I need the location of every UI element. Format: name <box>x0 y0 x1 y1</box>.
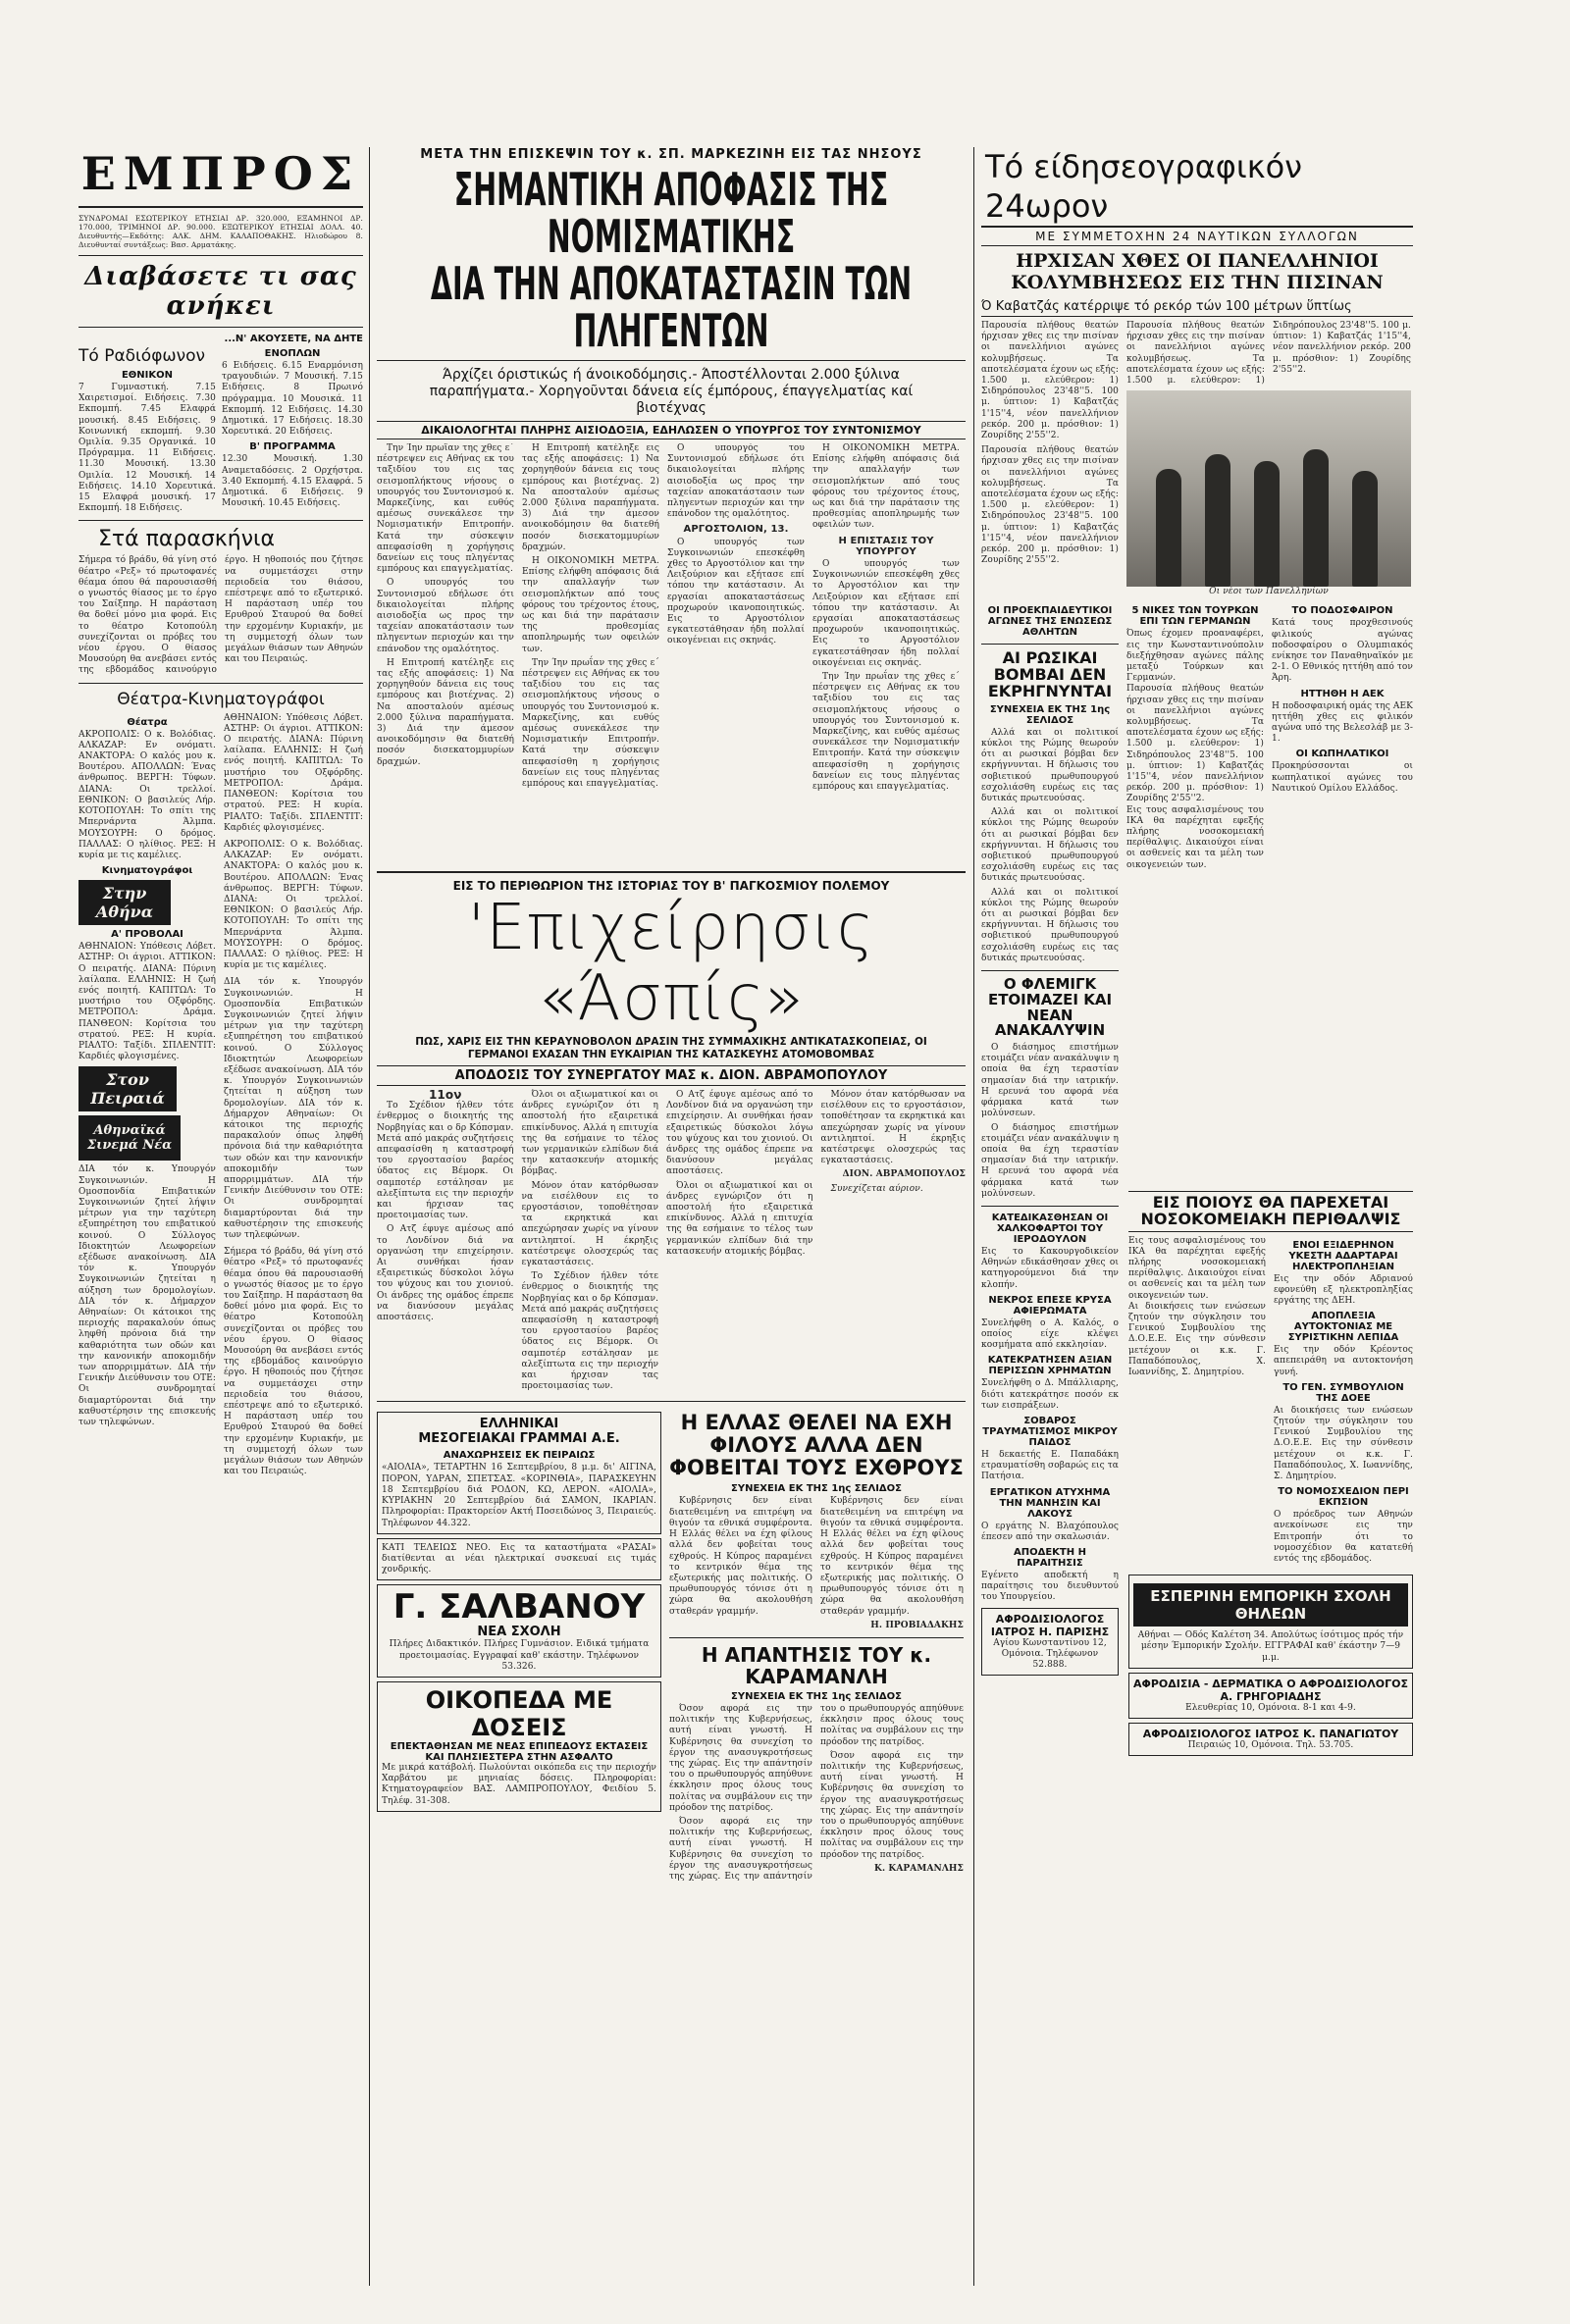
nikes-title: 5 ΝΙΚΕΣ ΤΩΝ ΤΟΥΡΚΩΝ ΕΠΙ ΤΩΝ ΓΕΡΜΑΝΩΝ <box>1131 605 1259 628</box>
salvanou-ad <box>377 1584 661 1678</box>
doctor3-body: Πειραιώς 10, Ομόνοια. Τηλ. 53.705. <box>1187 1740 1354 1751</box>
nomok-body: Ο πρόεδρος των Αθηνών ανεκοίνωσε εις την Επιτροπήν ότι το νομοσχέδιον θα κατατεθή εντός της εβδομάδος. <box>1274 1510 1413 1565</box>
mesog-title: ΜΕΣΟΓΕΙΑΚΑΙ ΓΡΑΜΜΑΙ Α.Ε. <box>418 1431 620 1447</box>
lower-middle <box>377 1408 966 1883</box>
nekroi-body: Συνελήφθη ο Α. Καλός, ο οποίος είχε κλέψει κοσμήματα από εκκλησίαν. <box>981 1317 1119 1351</box>
a-provoles: Α' ΠΡΟΒΟΛΑΙ <box>111 929 183 941</box>
swimmer-figure <box>1156 469 1181 587</box>
doctor2-ad <box>1128 1673 1413 1719</box>
rosikai-title: ΑΙ ΡΩΣΙΚΑΙ ΒΟΜΒΑΙ ΔΕΝ ΕΚΡΗΓΝΥΝΤΑΙ <box>987 648 1113 701</box>
main-body-3 <box>667 443 805 865</box>
nosok-more: Εις τους ασφαλισμένους του ΙΚΑ θα παρέχηται εφεξής πλήρης νοσοκομειακή περίθαλψις. Δικαιούχοι είναι οι ασθενείς και τα μέλη των οικογενειών των. <box>1126 804 1264 870</box>
doctor1-ad <box>981 1608 1119 1677</box>
ergat-title: ΕΡΓΑΤΙΚΟΝ ΑΤΥΧΗΜΑ ΤΗΝ ΜΑΝΗΣΙΝ ΚΑΙ ΛΑΚΟΥΣ <box>989 1486 1111 1520</box>
main-para-1: Την Ίην πρωΐαν της χθες ε΄ πέστρεψεν εις Αθήνας εκ του ταξιδίου του εις τας σεισμοπλήκτους νήσους ο υπουργός του Συντονισμού κ. Μαρκεζίνης, και ευθύς αμέσως συνεκάλεσε την Νομισματικήν Επιτροπήν. Κατά την σύσκεψιν απεφασίσθη η χορήγησις δανείων εις τους πληγέντας εμπόρους και επαγγελματίας. <box>377 443 514 575</box>
parask-body-2: Σήμερα τό βράδυ, θά γίνη στό θέατρο «Ρεξ» τό πρωτοφανές θέαμα όπου θά παρουσιασθή ο γνωστός θίασος με το έργο του Σαίξπηρ. Η παράσταση θα δοθεί μόνο μια φορά. Εις το θέατρο Κοτοπούλη συνεχίζονται οι πρόβες του νέου έργου. Ο θίασος Μουσούρη θα ανεβάσει εντός της εβδομάδος καινούργιο έργο. Η ηθοποιός που ζήτησε να συμμετάσχει στην περιοδεία του θιάσου, επέστρεψε από το εξωτερικό. Η παράσταση υπέρ του Ερυθρού Σταυρού θα δοθεί την ερχομένην Κυριακήν, με τη συμμετοχή όλων των μεγάλων θιάσων των Αθηνών και του Πειραιώς. <box>224 1247 363 1477</box>
column-rule <box>973 147 974 2286</box>
main-body-2 <box>522 443 659 865</box>
main-story <box>377 147 966 865</box>
katakr-title: ΚΑΤΕΚΡΑΤΗΣΕΝ ΑΞΙΑΝ ΠΕΡΙΣΣΩΝ ΧΡΗΜΑΤΩΝ <box>987 1355 1113 1377</box>
swimmer-figure <box>1205 454 1230 587</box>
radio-b-body: 12.30 Μουσική. 1.30 Αναμεταδόσεις. 2 Ορχήστρα. 3.40 Εκπομπή. 4.15 Ελαφρά. 5 Δημοτικά. 6 Ειδήσεις. 9 Μουσική. 10.45 Ειδήσεις. <box>222 454 363 509</box>
divider <box>981 644 1119 645</box>
masthead-subscription: ΣΥΝΔΡΟΜΑΙ ΕΣΩΤΕΡΙΚΟΥ ΕΤΗΣΙΑΙ ΔΡ. 320.000, ΕΞΑΜΗΝΟΙ ΔΡ. 170.000, ΤΡΙΜΗΝΟΙ ΔΡ. 90.000. ΕΞΩΤΕΡΙΚΟΥ ΕΤΗΣΙΑΙ ΔΟΛΛ. 40. Διευθυντής—Εκδότης: ΑΛΚ. ΔΗΜ. ΚΑΛΑΠΟΘΑΚΗΣ. Ηλιοδώρου 8. Διευθυνταί συντάξεως: Βασ. Αρματάκης. <box>78 214 363 249</box>
radio-title: Τό Ραδιόφωνον <box>78 346 206 366</box>
divider <box>377 1401 966 1402</box>
aspis-deck: ΠΩΣ, ΧΑΡΙΣ ΕΙΣ ΤΗΝ ΚΕΡΑΥΝΟΒΟΛΟΝ ΔΡΑΣΙΝ ΤΗΣ ΣΥΜΜΑΧΙΚΗΣ ΑΝΤΙΚΑΤΑΣΚΟΠΕΙΑΣ, ΟΙ ΓΕΡΜΑΝΟΙ ΕΧΑΣΑΝ ΤΗΝ ΕΥΚΑΙΡΙΑΝ ΤΗΣ ΚΑΤΑΣΚΕΥΗΣ ΑΤΟΜΟΒΟΜΒΑΣ <box>415 1036 927 1060</box>
column-rule <box>369 147 370 2286</box>
ellas-karamanli <box>669 1408 964 1883</box>
right-col-a <box>981 601 1119 1679</box>
parask-body: Σήμερα τό βράδυ, θά γίνη στό θέατρο «Ρεξ» τό πρωτοφανές θέαμα όπου θά παρουσιασθή ο γνωστός θίασος με το έργο του Σαίξπηρ. Η παράσταση θα δοθεί μόνο μια φορά. Εις το θέατρο Κοτοπούλη συνεχίζονται οι πρόβες του νέου έργου. Ο θίασος Μουσούρη θα ανεβάσει εντός της εβδομάδος καινούργιο έργο. Η ηθοποιός που ζήτησε να συμμετάσχει στην περιοδεία του θιάσου, επέστρεψε από το εξωτερικό. Η παράσταση υπέρ του Ερυθρού Σταυρού θα δοθεί την ερχομένην Κυριακήν, με τη συμμετοχή όλων των μεγάλων θιάσων των Αθηνών και του Πειραιώς. <box>78 555 363 676</box>
rosikai-para-3: Αλλά και οι πολιτικοί κύκλοι της Ρώμης θεωρούν ότι αι ρωσικαί βόμβαι δεν εκρήγνυνται. Η δήλωσις του σοβιετικού πρωθυπουργού εσχολιάσθη ευρέως εις τας δυτικάς πρωτευούσας. <box>981 887 1119 963</box>
left-column <box>78 147 363 2286</box>
notes-body: ΔΙΑ τόν κ. Υπουργόν Συγκοινωνιών. Η Ομοσπονδία Επιβατικών Συγκοινωνιών ζητεί λήψιν μέτρων για την ταχύτερη εξυπηρέτηση του επιβατικού κοινού. Ο Σύλλογος Ιδιοκτητών Λεωφορείων εξέδωσε ανακοίνωση. ΔΙΑ τόν κ. Υπουργόν Συγκοινωνιών ζητείται η αύξηση των δρομολογίων. ΔΙΑ τόν κ. Δήμαρχον Αθηναίων: Οι κάτοικοι της περιοχής παρακαλούν όπως ληφθή πρόνοια διά την καθαριότητα των οδών και την κανονικήν αποκομιδήν των απορριμμάτων. ΔΙΑ τήν Γενικήν Διεύθυνσιν του ΟΤΕ: Οι συνδρομηταί διαμαρτύρονται διά την καθυστέρησιν της επισκευής των τηλεφώνων. <box>78 1164 216 1428</box>
football-title: ΤΟ ΠΟΔΟΣΦΑΙΡΟΝ <box>1291 605 1393 617</box>
photo-caption: Οι νέοι των Πανελληνίων <box>1209 587 1329 597</box>
aspis-para-2: Ο Ατζ έφυγε αμέσως από το Λονδίνον διά να οργανώση την επιχείρησιν. Αι συνθήκαι ήσαν εξαιρετικώς δύσκολοι λόγω του ψύχους και του χιονιού. Οι άνδρες της ομάδος έπρεπε να διανύσουν μεγάλας αποστάσεις. <box>377 1224 514 1323</box>
main-kicker: ΜΕΤΑ ΤΗΝ ΕΠΙΣΚΕΨΙΝ ΤΟΥ κ. ΣΠ. ΜΑΡΚΕΖΙΝΗ ΕΙΣ ΤΑΣ ΝΗΣΟΥΣ <box>420 147 922 162</box>
kati-ad <box>377 1538 661 1581</box>
nosok-body: Εις τους ασφαλισμένους του ΙΚΑ θα παρέχηται εφεξής πλήρης νοσοκομειακή περίθαλψις. Δικαιούχοι είναι οι ασθενείς και τα μέλη των οικογενειών των. <box>1128 1235 1266 1301</box>
divider <box>377 360 966 361</box>
cinemas-label: Κινηματογράφοι <box>101 865 193 877</box>
karamanli-title: Η ΑΠΑΝΤΗΣΙΣ ΤΟΥ κ. ΚΑΡΑΜΑΝΛΗ <box>701 1642 932 1688</box>
school-ad <box>1128 1575 1413 1669</box>
flem-para-2: Ο διάσημος επιστήμων ετοιμάζει νέαν ανακάλυψιν η οποία θα έχη τεραστίαν σημασίαν διά την ιατρικήν. Η ερευνά του αφορά νέα φάρμακα κατά των μολύνσεων. <box>981 1122 1119 1199</box>
divider <box>78 683 363 684</box>
nomok-title: ΤΟ ΝΟΜΟΣΧΕΔΙΟΝ ΠΕΡΙ ΕΚΠΣΙΟΝ <box>1278 1486 1409 1509</box>
ergat-body: Ο εργάτης Ν. Βλαχόπουλος έπεσεν από την σκαλωσιάν. <box>981 1521 1119 1542</box>
aspis-para-3: Όλοι οι αξιωματικοί και οι άνδρες εγνώριζον ότι η αποστολή ήτο εξαιρετικά επικίνδυνος. Αλλά η επιτυχία της θα εσήμαινε το τέλος των γερμανικών ελπίδων διά την κατασκευήν ατομικής βόμβας. <box>521 1090 659 1177</box>
rosikai-body <box>981 728 1119 964</box>
syndesis-title: ΕΝΟΙ ΕΞΙΔΕΡΗΝΟΝ ΥΚΕΣΤΗ ΑΔΑΡΤΑΡΑΙ ΗΛΕΚΤΡΟΠΛΗΞΙΑΝ <box>1288 1239 1398 1272</box>
divider <box>78 520 363 521</box>
ellas-para-1: Κυβέρνησις δεν είναι διατεθειμένη να επιτρέψη να θιγούν τα εθνικά συμφέροντα. Η Ελλάς θέλει να έχη φίλους αλλά δεν φοβείται τους εχθρούς. Η Κύπρος παραμένει το κεντρικόν θέμα της εξωτερικής μας πολιτικής. Ο πρωθυπουργός τόνισε ότι η χώρα θα ακολουθήση σταθεράν γραμμήν. <box>669 1496 812 1617</box>
divider <box>377 871 966 873</box>
karamanli-body <box>669 1704 964 1883</box>
main-para-4: Η ΟΙΚΟΝΟΜΙΚΗ ΜΕΤΡΑ. Επίσης ελήφθη απόφασις διά την απαλλαγήν των σεισμοπλήκτων από τους φόρους του τρέχοντος έτους, ως και διά την παράτασιν της προθεσμίας αποπληρωμής των οφειλών των. <box>522 556 659 654</box>
masthead-title: ΕΜΠΡΟΣ <box>80 147 361 200</box>
main-body-4 <box>812 443 960 865</box>
aek-body: Η ποδοσφαιρική ομάς της ΑΕΚ ηττήθη χθες εις φιλικόν αγώνα υπό της Βελεσλάβ με 3-1. <box>1272 700 1413 745</box>
aspis-cont: Συνεχίζεται αύριον. <box>830 1183 923 1194</box>
aspis-para-2b: Ο Ατζ έφυγε αμέσως από το Λονδίνον διά να οργανώση την επιχείρησιν. Αι συνθήκαι ήσαν εξαιρετικώς δύσκολοι λόγω του ψύχους και του χιονιού. Οι άνδρες της ομάδος έπρεπε να διανύσουν μεγάλας αποστάσεις. <box>666 1090 813 1177</box>
aspis-col-1 <box>377 1090 514 1395</box>
rosikai-sub: ΣΥΝΕΧΕΙΑ ΕΚ ΤΗΣ 1ης ΣΕΛΙΔΟΣ <box>989 703 1111 726</box>
aspis-para-3b: Όλοι οι αξιωματικοί και οι άνδρες εγνώριζον ότι η αποστολή ήτο εξαιρετικά επικίνδυνος. Αλλά η επιτυχία της θα εσήμαινε το τέλος των γερμανικών ελπίδων διά την κατασκευήν ατομικής βόμβας. <box>666 1180 813 1257</box>
doctor1-title: ΑΦΡΟΔΙΣΙΟΛΟΓΟΣ ΙΑΤΡΟΣ Η. ΠΑΡΙΣΗΣ <box>990 1612 1110 1638</box>
right-column <box>981 147 1413 2286</box>
apod-body: Εγένετο αποδεκτή η παραίτησις του διευθυντού του Υπουργείου. <box>981 1570 1119 1603</box>
parask-title: Στά παρασκήνια <box>98 527 275 552</box>
cinema-body: ΑΘΗΝΑΙΟΝ: Υπόθεσις Λόβετ. ΑΣΤΗΡ: Οι άγριοι. ΑΤΤΙΚΟΝ: Ο πειρατής. ΔΙΑΝΑ: Πύρινη λαίλαπα. ΕΛΛΗΝΙΣ: Η ζωή ενός ποιητή. ΚΑΠΙΤΩΛ: Το μυστήριο του Οξφόρδης. ΜΕΤΡΟΠΟΛ: Δράμα. ΠΑΝΘΕΟΝ: Κορίτσια του στρατού. ΡΕΞ: Η κυρία. ΡΙΑΛΤΟ: Ταξίδι. ΣΠΛΕΝΤΙΤ: Καρδιές φλογισμένες. <box>78 942 216 1062</box>
ellas-author: Η. ΠΡΟΒΙΑΔΑΚΗΣ <box>870 1620 964 1630</box>
genkl-title: ΤΟ ΓΕΝ. ΣΥΜΒΟΥΛΙΟΝ ΤΗΣ ΔΟΕΕ <box>1282 1381 1404 1404</box>
aspis-col-2 <box>522 1090 659 1395</box>
flem-title: Ο ΦΛΕΜΙΓΚ ΕΤΟΙΜΑΖΕΙ ΚΑΙ ΝΕΑΝ ΑΝΑΚΑΛΥΨΙΝ <box>987 975 1113 1040</box>
ellas-title: Η ΕΛΛΑΣ ΘΕΛΕΙ ΝΑ ΕΧΗ ΦΙΛΟΥΣ ΑΛΛΑ ΔΕΝ ΦΟΒΕΙΤΑΙ ΤΟΥΣ ΕΧΘΡΟΥΣ <box>669 1411 964 1480</box>
main-para-1b: Την Ίην πρωΐαν της χθες ε΄ πέστρεψεν εις Αθήνας εκ του ταξιδίου του εις τας σεισμοπλήκτους νήσους ο υπουργός του Συντονισμού κ. Μαρκεζίνης, και ευθύς αμέσως συνεκάλεσε την Νομισματικήν Επιτροπήν. Κατά την σύσκεψιν απεφασίσθη η χορήγησις δανείων εις τους πληγέντας εμπόρους και επαγγελματίας. <box>522 657 659 790</box>
aspis-para-1b: Το Σχέδιον ήλθεν τότε ένθερμος ο διοικητής της Νορβηγίας και ο δρ Κόπσμαν. Μετά από μακράς συζητήσεις απεφασίσθη η καταστροφή του εργοστασίου βαρέος ύδατος εις Βέμορκ. Οι σαμποτέρ εστάλησαν με αλεξίπτωτα εις την περιοχήν και ήρχισαν τας προετοιμασίας των. <box>521 1271 659 1392</box>
aspis-title: 'Επιχείρησις «Άσπίς» <box>467 892 875 1035</box>
athina-badge: Στην Αθήνα <box>78 880 171 925</box>
main-deck: Άρχίζει όριστικώς ή άνοικοδόμησις.- Άποστέλλονται 2.000 ξύλινα παραπήγματα.- Χορηγοῦνται δάνεια είς έμπόρους, έπαγγελματίας καί βιοτέχνας <box>429 367 914 416</box>
radio-ethnikon-body: 7 Γυμναστική. 7.15 Χαιρετισμοί. Ειδήσεις. 7.30 Εκπομπή. 7.45 Ελαφρά μουσική. 8.45 Ειδήσεις. 9 Κοινωνική εκπομπή. 9.30 Ομιλία. 9.35 Οργανικά. 10 Πρόγραμμα. 11 Ειδήσεις. 11.30 Μουσική. 13.30 Ομιλία. 12 Μουσική. 14 Ειδήσεις. 14.10 Χορευτικά. 15 Ελαφρά μουσική. 17 Εκπομπή. 18 Ειδήσεις. <box>78 383 216 514</box>
mesog-ellinikai: ΕΛΛΗΝΙΚΑΙ <box>479 1417 559 1432</box>
sport-sub: ΜΕ ΣΥΜΜΕΤΟΧΗΝ 24 ΝΑΥΤΙΚΩΝ ΣΥΛΛΟΓΩΝ <box>981 226 1413 246</box>
karamanli-para-3: Όσον αφορά εις την πολιτικήν της Κυβερνήσεως, αυτή είναι γνωστή. Η Κυβέρνησις θα συνεχίση το έργον της ανασυγκροτήσεως της χώρας. Εις την απάντησίν του ο πρωθυπουργός απηύθυνε έκκλησιν προς όλους τους πολίτας να συμβάλουν εις την πρόοδον της πατρίδος. <box>820 1750 964 1860</box>
genkl-body-a: Αι διοικήσεις των ενώσεων ζητούν την σύγκλησιν του Γενικού Συμβουλίου της Δ.Ο.Ε.Ε. Εις την σύνθεσιν μετέχουν οι κ.κ. Γ. Παπαδόπουλος, Χ. Ιωαννίδης, Σ. Δημητρίου. <box>1128 1301 1266 1378</box>
mesog-sched: «ΑΙΟΛΙΑ», ΤΕΤΑΡΤΗΝ 16 Σεπτεμβρίου, 8 μ.μ. δι' ΑΙΓΙΝΑ, ΠΟΡΟΝ, ΥΔΡΑΝ, ΣΠΕΤΣΑΣ. «ΚΟΡΙΝΘΙΑ», ΠΑΡΑΣΚΕΥΗΝ 18 Σεπτεμβρίου διά ΡΟΔΟΝ, ΚΩ, ΛΕΡΟΝ. «ΑΙΟΛΙΑ», ΚΥΡΙΑΚΗΝ 20 Σεπτεμβρίου διά ΣΑΜΟΝ, ΙΚΑΡΙΑΝ. Πληροφορίαι: Πρακτορείον Ακτή Ποσειδώνος 3, Πειραιεύς. Τηλέφωνον 44.322. <box>382 1463 656 1528</box>
main-headline-2: ΔΙΑ ΤΗΝ ΑΠΟΚΑΤΑΣΤΑΣΙΝ ΤΩΝ ΠΛΗΓΕΝΤΩΝ <box>430 257 913 357</box>
school-body: Αθήναι — Οδός Καλέτση 34. Απολύτως ίσότιμος πρός τήν μέσην Έμπορικήν Σχολήν. ΕΓΓΡΑΦΑΙ καθ' έκάστην 7—9 μ.μ. <box>1137 1630 1404 1663</box>
theatres-title: Θέατρα-Κινηματογράφοι <box>117 689 325 709</box>
doctor3-ad <box>1128 1723 1413 1756</box>
main-strap: ΔΙΚΑΙΟΛΟΓΗΤΑΙ ΠΛΗΡΗΣ ΑΙΣΙΟΔΟΞΙΑ, ΕΔΗΛΩΣΕΝ Ο ΥΠΟΥΡΓΟΣ ΤΟΥ ΣΥΝΤΟΝΙΣΜΟΥ <box>377 421 966 439</box>
swimmer-figure <box>1352 471 1378 587</box>
sport-body-2: Παρουσία πλήθους θεατών ήρχισαν χθες εις την πισίναν οι πανελλήνιοι αγώνες κολυμβήσεως. Τα αποτελέσματα έχουν ως εξής: 1.500 μ. ελεύθερον: 1) Σιδηρόπουλος 23'48''5. 100 μ. ύπτιον: 1) Καβατζάς 1'15''4, νέον πανελλήνιον ρεκόρ. 200 μ. πρόσθιον: 1) Ζουρίδης 2'55''2. <box>981 445 1119 566</box>
athinaiko-badge: Αθηναϊκά Σινεμά Νέα <box>78 1115 181 1161</box>
aspis-byline: ΑΠΟΔΟΣΙΣ ΤΟΥ ΣΥΝΕΡΓΑΤΟΥ ΜΑΣ κ. ΔΙΟΝ. ΑΒΡΑΜΟΠΟΥΛΟΥ <box>377 1065 966 1086</box>
karamanli-sub: ΣΥΝΕΧΕΙΑ ΕΚ ΤΗΣ 1ης ΣΕΛΙΔΟΣ <box>731 1690 902 1702</box>
radio-enoplon: ΕΝΟΠΛΩΝ <box>264 348 321 359</box>
main-para-2b: Η Επιτροπή κατέληξε εις τας εξής αποφάσεις: 1) Να χορηγηθούν δάνεια εις τους εμπόρους και βιοτέχνας. 2) Να αποσταλούν αμέσως 2.000 ξύλινα παραπήγματα. 3) Διά την άμεσον ανοικοδόμησιν θα διατεθή ποσόν δισεκατομμυρίων δραχμών. <box>522 443 659 552</box>
divider <box>78 255 363 256</box>
radio-b-programma: Β' ΠΡΟΓΡΑΜΜΑ <box>249 441 336 453</box>
apod-title: ΑΠΟΔΕΚΤΗ Η ΠΑΡΑΙΤΗΣΙΣ <box>1014 1546 1086 1569</box>
sport-headline: ΗΡΧΙΣΑΝ ΧΘΕΣ ΟΙ ΠΑΝΕΛΛΗΝΙΟΙ ΚΟΛΥΜΒΗΣΕΩΣ ΕΙΣ ΤΗΝ ΠΙΣΙΝΑΝ <box>1011 250 1384 293</box>
katedik-body: Εις το Κακουργοδικείον Αθηνών εδικάσθησαν χθες οι κατηγορούμενοι διά την κλοπήν. <box>981 1246 1119 1290</box>
radio-section <box>78 334 363 514</box>
oikopeda-sub: ΕΠΕΚΤΑΘΗΣΑΝ ΜΕ ΝΕΑΣ ΕΠΙΠΕΔΟΥΣ ΕΚΤΑΣΕΙΣ ΚΑΙ ΠΛΗΣΙΕΣΤΕΡΑ ΣΤΗΝ ΑΣΦΑΛΤΟ <box>390 1740 649 1763</box>
school-title: ΕΣΠΕΡΙΝΗ ΕΜΠΟΡΙΚΗ ΣΧΟΛΗ ΘΗΛΕΩΝ <box>1133 1583 1408 1627</box>
sport-deck: Ό Καβατζάς κατέρριψε τό ρεκόρ τών 100 μέτρων ὕπτίως <box>981 297 1413 317</box>
mesogeiakai-ad <box>377 1412 661 1533</box>
main-para-3: Ο υπουργός του Συντονισμού εδήλωσε ότι δικαιολογείται πλήρης αισιοδοξία ως προς την ταχείαν αποκατάστασιν των πληγεντων περιοχών και την επάνοδον της ομαλότητος. <box>377 578 514 654</box>
katakr-body: Συνελήφθη ο Δ. Μπάλλιαρης, διότι κατεκράτησε ποσόν εκ των εισπράξεων. <box>981 1378 1119 1411</box>
swimmer-figure <box>1254 461 1280 587</box>
oikopeda-ad <box>377 1681 661 1812</box>
main-para-5b: Ο υπουργός των Συγκοινωνιών επεσκέφθη χθες το Αργοστόλιον και την Λειξούριον και εξήτασε επί τόπου την κατάστασιν. Αι εργασίαι αποκαταστάσεως προχωρούν ικανοποιητικώς. Εις το Αργοστόλιον εγκατεστάθησαν ήδη πολλαί οικογένειαι εις σκηνάς. <box>812 559 960 668</box>
aspis-para-4: Μόνον όταν κατόρθωσαν να εισέλθουν εις το εργοστάσιον, τοποθέτησαν τα εκρηκτικά και απεχώρησαν χωρίς να γίνουν αντιληπτοί. Η έκρηξις κατέστρεψε ολοσχερώς τας εγκαταστάσεις. <box>521 1180 659 1268</box>
doctor1-body: Αγίου Κωνσταντίνου 12, Ομόνοια. Τηλέφωνον 52.888. <box>993 1637 1107 1670</box>
radio-ethnikon: ΕΘΝΙΚΟΝ <box>121 370 174 381</box>
main-sub-arg: ΑΡΓΟΣΤΟΛΙΟΝ, 13. <box>683 524 789 536</box>
divider <box>981 1206 1119 1207</box>
salvanou-sub: ΝΕΑ ΣΧΟΛΗ <box>477 1625 561 1640</box>
swimmer-figure <box>1303 449 1329 587</box>
radio-enoplon-body: 6 Ειδήσεις. 6.15 Εναρμόνιση τραγουδιών. 7 Μουσική. 7.15 Ειδήσεις. 8 Πρωινό πρόγραμμα. 10 Μουσικά. 11 Εκπομπή. 12 Ειδήσεις. 14.30 Δημοτικά. 17 Ειδήσεις. 18.30 Χορευτικά. 20 Ειδήσεις. <box>222 361 363 438</box>
katedik-title: ΚΑΤΕΔΙΚΑΣΘΗΣΑΝ ΟΙ ΧΑΛΚΟΦΑΡΤΟΙ ΤΟΥ ΙΕΡΟΔΟΥΛΟΝ <box>991 1212 1109 1245</box>
ellas-body <box>669 1496 964 1630</box>
karamanli-para-2: Όσον αφορά εις την πολιτικήν της Κυβερνήσεως, αυτή είναι γνωστή. Η Κυβέρνησις θα συνεχίση το έργον της ανασυγκροτήσεως της χώρας. Εις την απάντησίν του ο πρωθυπουργός απηύθυνε έκκλησιν προς όλους τους πολίτας να συμβάλουν εις την πρόοδον της πατρίδος. <box>669 1703 964 1882</box>
aspis-story <box>377 879 966 1395</box>
notes-body-2: ΔΙΑ τόν κ. Υπουργόν Συγκοινωνιών. Η Ομοσπονδία Επιβατικών Συγκοινωνιών ζητεί λήψιν μέτρων για την ταχύτερη εξυπηρέτηση του επιβατικού κοινού. Ο Σύλλογος Ιδιοκτητών Λεωφορείων εξέδωσε ανακοίνωση. ΔΙΑ τόν κ. Υπουργόν Συγκοινωνιών ζητείται η αύξηση των δρομολογίων. ΔΙΑ τόν κ. Δήμαρχον Αθηναίων: Οι κάτοικοι της περιοχής παρακαλούν όπως ληφθή πρόνοια διά την καθαριότητα των οδών και την κανονικήν αποκομιδήν των απορριμμάτων. ΔΙΑ τήν Γενικήν Διεύθυνσιν του ΟΤΕ: Οι συνδρομηταί διαμαρτύρονται διά την καθυστέρησιν της επισκευής των τηλεφώνων. <box>224 977 363 1241</box>
main-para-3b: Ο υπουργός του Συντονισμού εδήλωσε ότι δικαιολογείται πλήρης αισιοδοξία ως προς την ταχείαν αποκατάστασιν των πληγεντων περιοχών και την επάνοδον της ομαλότητος. <box>667 443 805 520</box>
middle-column <box>377 147 966 2286</box>
oikopeda-title: ΟΙΚΟΠΕΔΑ ΜΕ ΔΟΣΕΙΣ <box>425 1685 613 1741</box>
rosikai-para-1: Αλλά και οι πολιτικοί κύκλοι της Ρώμης θεωρούν ότι αι ρωσικαί βόμβαι δεν εκρήγνυνται. Η δήλωσις του σοβιετικού πρωθυπουργού εσχολιάσθη ευρέως εις τας δυτικάς πρωτευούσας. <box>981 727 1119 804</box>
main-headline-1: ΣΗΜΑΝΤΙΚΗ ΑΠΟΦΑΣΙΣ ΤΗΣ ΝΟΜΙΣΜΑΤΙΚΗΣ <box>453 163 889 263</box>
syndesis-body: Εις την οδόν Αδριανού εφονεύθη εξ ηλεκτροπληξίας εργάτης της ΔΕΗ. <box>1274 1273 1413 1306</box>
aspis-col-4 <box>821 1090 966 1395</box>
sport-body: Παρουσία πλήθους θεατών ήρχισαν χθες εις την πισίναν οι πανελλήνιοι αγώνες κολυμβήσεως. Τα αποτελέσματα έχουν ως εξής: 1.500 μ. ελεύθερον: 1) Σιδηρόπουλος 23'48''5. 100 μ. ύπτιον: 1) Καβατζάς 1'15''4, νέον πανελλήνιον ρεκόρ. 200 μ. πρόσθιον: 1) Ζουρίδης 2'55''2. <box>981 321 1119 441</box>
sobaros-body: Η δεκαετής Ε. Παπαδάκη ετραυματίσθη σοβαρώς εις τα Πατήσια. <box>981 1449 1119 1482</box>
theatres-sub: Θέατρα <box>127 716 168 728</box>
aspis-para-4b: Μόνον όταν κατόρθωσαν να εισέλθουν εις το εργοστάσιον, τοποθέτησαν τα εκρηκτικά και απεχώρησαν χωρίς να γίνουν αντιληπτοί. Η έκρηξις κατέστρεψε ολοσχερώς τας εγκαταστάσεις. <box>820 1090 966 1166</box>
nekroi-title: ΝΕΚΡΟΣ ΕΠΕΣΕ ΚΡΥΣΑ ΑΦΙΕΡΩΜΑΤΑ <box>988 1294 1112 1317</box>
main-para-1c: Την Ίην πρωΐαν της χθες ε΄ πέστρεψεν εις Αθήνας εκ του ταξιδίου του εις τας σεισμοπλήκτους νήσους ο υπουργός του Συντονισμού κ. Μαρκεζίνης, και ευθύς αμέσως συνεκάλεσε την Νομισματικήν Επιτροπήν. Κατά την σύσκεψιν απεφασίσθη η χορήγησις δανείων εις τους πληγέντας εμπόρους και επαγγελματίας. <box>812 672 960 793</box>
divider <box>78 206 363 208</box>
apoplex-body: Εις την οδόν Κρέοντος απεπειράθη να αυτοκτονήση γυνή. <box>1274 1345 1413 1377</box>
ads-block <box>377 1408 661 1883</box>
nikes-body: Όπως έχομεν προαναφέρει, εις την Κωνσταντινούπολιν διεξήχθησαν αγώνες πάλης μεταξύ Τούρκων και Γερμανών. <box>1126 629 1264 684</box>
aek-title: ΗΤΤΗΘΗ Η ΑΕΚ <box>1300 688 1385 699</box>
divider <box>78 327 363 328</box>
theatres-section <box>78 690 363 1478</box>
kolp-title: ΟΙ ΚΩΠΗΛΑΤΙΚΟΙ <box>1295 749 1389 760</box>
main-para-5: Ο υπουργός των Συγκοινωνιών επεσκέφθη χθες το Αργοστόλιον και την Λειξούριον και εξήτασε επί τόπου την κατάστασιν. Αι εργασίαι αποκαταστάσεως προχωρούν ικανοποιητικώς. Εις το Αργοστόλιον εγκατεστάθησαν ήδη πολλαί οικογένειαι εις σκηνάς. <box>667 537 805 646</box>
main-body-1 <box>377 443 514 865</box>
mesog-anax: ΑΝΑΧΩΡΗΣΕΙΣ ΕΚ ΠΕΙΡΑΙΩΣ <box>443 1450 596 1462</box>
flem-para-1: Ο διάσημος επιστήμων ετοιμάζει νέαν ανακάλυψιν η οποία θα έχη τεραστίαν σημασίαν διά την ιατρικήν. Η ερευνά του αφορά νέα φάρμακα κατά των μολύνσεων. <box>981 1043 1119 1119</box>
rosikai-para-2: Αλλά και οι πολιτικοί κύκλοι της Ρώμης θεωρούν ότι αι ρωσικαί βόμβαι δεν εκρήγνυνται. Η δήλωσις του σοβιετικού πρωθυπουργού εσχολιάσθη ευρέως εις τας δυτικάς πρωτευούσας. <box>981 807 1119 884</box>
cinema-body-2: ΑΘΗΝΑΙΟΝ: Υπόθεσις Λόβετ. ΑΣΤΗΡ: Οι άγριοι. ΑΤΤΙΚΟΝ: Ο πειρατής. ΔΙΑΝΑ: Πύρινη λαίλαπα. ΕΛΛΗΝΙΣ: Η ζωή ενός ποιητή. ΚΑΠΙΤΩΛ: Το μυστήριο του Οξφόρδης. ΜΕΤΡΟΠΟΛ: Δράμα. ΠΑΝΘΕΟΝ: Κορίτσια του στρατού. ΡΕΞ: Η κυρία. ΡΙΑΛΤΟ: Ταξίδι. ΣΠΛΕΝΤΙΤ: Καρδιές φλογισμένες. <box>224 712 363 833</box>
kolp-body: Προκηρύσσονται οι κωπηλατικοί αγώνες του Ναυτικού Ομίλου Ελλάδος. <box>1272 761 1413 794</box>
genkl-body: Αι διοικήσεις των ενώσεων ζητούν την σύγκλησιν του Γενικού Συμβουλίου της Δ.Ο.Ε.Ε. Εις την σύνθεσιν μετέχουν οι κ.κ. Γ. Παπαδόπουλος, Χ. Ιωαννίδης, Σ. Δημητρίου. <box>1274 1405 1413 1482</box>
kati-body: ΚΑΤΙ ΤΕΛΕΙΩΣ ΝΕΟ. Εις τα καταστήματα «ΡΑΣΑΙ» διατίθενται αι νέαι ηλεκτρικαί συσκευαί εις τιμάς χονδρικής. <box>382 1542 656 1575</box>
karamanli-para-1: Όσον αφορά εις την πολιτικήν της Κυβερνήσεως, αυτή είναι γνωστή. Η Κυβέρνησις θα συνεχίση το έργον της ανασυγκροτήσεως της χώρας. Εις την απάντησίν του ο πρωθυπουργός απηύθυνε έκκλησιν προς όλους τους πολίτας να συμβάλουν εις την πρόοδον της πατρίδος. <box>669 1703 812 1813</box>
nosok-section <box>1128 1187 1413 1760</box>
sport-more: Παρουσία πλήθους θεατών ήρχισαν χθες εις την πισίναν οι πανελλήνιοι αγώνες κολυμβήσεως. Τα αποτελέσματα έχουν ως εξής: 1.500 μ. ελεύθερον: 1) Σιδηρόπουλος 23'48''5. 100 μ. ύπτιον: 1) Καβατζάς 1'15''4, νέον πανελλήνιον ρεκόρ. 200 μ. πρόσθιον: 1) Ζουρίδης 2'55''2. <box>1126 684 1264 804</box>
swimmers-photo <box>1126 390 1411 587</box>
theatres-body-2: ΑΚΡΟΠΟΛΙΣ: Ο κ. Βολόδιας. ΑΛΚΑΖΑΡ: Εν ονόματι. ΑΝΑΚΤΟΡΑ: Ο καλός μου κ. Βουτέρου. ΑΠΟΛΛΩΝ: Ένας άνθρωπος. ΒΕΡΓΗ: Τύφων. ΔΙΑΝΑ: Οι τρελλοί. ΕΘΝΙΚΟΝ: Ο βασιλεύς Λήρ. ΚΟΤΟΠΟΥΛΗ: Το σπίτι της Μπερνάρντα Άλμπα. ΜΟΥΣΟΥΡΗ: Ο δρόμος. ΠΑΛΛΑΣ: Ο ηλίθιος. ΡΕΞ: Η κυρία με τις καμέλιες. <box>224 839 363 971</box>
theatres-body: ΑΚΡΟΠΟΛΙΣ: Ο κ. Βολόδιας. ΑΛΚΑΖΑΡ: Εν ονόματι. ΑΝΑΚΤΟΡΑ: Ο καλός μου κ. Βουτέρου. ΑΠΟΛΛΩΝ: Ένας άνθρωπος. ΒΕΡΓΗ: Τύφων. ΔΙΑΝΑ: Οι τρελλοί. ΕΘΝΙΚΟΝ: Ο βασιλεύς Λήρ. ΚΟΤΟΠΟΥΛΗ: Το σπίτι της Μπερνάρντα Άλμπα. ΜΟΥΣΟΥΡΗ: Ο δρόμος. ΠΑΛΛΑΣ: Ο ηλίθιος. ΡΕΞ: Η κυρία με τις καμέλιες. <box>78 729 216 860</box>
aspis-author: ΔΙΟΝ. ΑΒΡΑΜΟΠΟΥΛΟΣ <box>842 1169 966 1180</box>
football-body: Κατά τους προχθεσινούς φιλικούς αγώνας ποδοσφαίρου ο Ολυμπιακός ενίκησε τον Παναθηναϊκόν με 2-1. Ο Εθνικός ηττήθη από τον Άρη. <box>1272 618 1413 684</box>
main-sub-sub: Η ΕΠΙΣΤΑΣΙΣ ΤΟΥ ΥΠΟΥΡΓΟΥ <box>838 535 934 557</box>
divider <box>669 1637 964 1638</box>
flem-body <box>981 1043 1119 1200</box>
sport-title: Τό είδησεογραφικόν 24ωρον <box>985 148 1303 225</box>
nosok-title: ΕΙΣ ΠΟΙΟΥΣ ΘΑ ΠΑΡΕΧΕΤΑΙ ΝΟΣΟΚΟΜΕΙΑΚΗ ΠΕΡΙΘΑΛΨΙΣ <box>1128 1191 1413 1232</box>
oikopeda-body: Με μικρά κατάβολή. Πωλούνται οικόπεδα εις την περιοχήν Χαρβάτου με μηνιαίας δόσεις. Πληροφορίαι: Κτηματογραφείον ΒΑΣ. ΛΑΜΠΡΟΠΟΥΛΟΥ, Φειδίου 5. Τηλέφ. 31-308. <box>382 1762 656 1806</box>
salvanou-body: Πλήρες Διδακτικόν. Πλήρες Γυμνάσιον. Ειδικά τμήματα προετοιμασίας. Εγγραφαί καθ' εκάστην. Τηλέφωνον 53.326. <box>389 1639 650 1672</box>
divider <box>981 970 1119 971</box>
apoplex-title: ΑΠΟΠΛΕΞΙΑ ΑΥΤΟΚΤΟΝΙΑΣ ΜΕ ΣΥΡΙΣΤΙΚΗΝ ΛΕΠΙΔΑ <box>1287 1311 1399 1344</box>
aspis-part: 11ον <box>428 1088 462 1102</box>
doctor2-title: ΑΦΡΟΔΙΣΙΑ - ΔΕΡΜΑΤΙΚΑ Ο ΑΦΡΟΔΙΣΙΟΛΟΓΟΣ Α. ΓΡΗΓΟΡΙΑΔΗΣ <box>1133 1677 1409 1703</box>
parask-section <box>78 527 363 676</box>
aspis-kicker: ΕΙΣ ΤΟ ΠΕΡΙΘΩΡΙΟΝ ΤΗΣ ΙΣΤΟΡΙΑΣ ΤΟΥ Β' ΠΑΓΚΟΣΜΙΟΥ ΠΟΛΕΜΟΥ <box>452 879 890 893</box>
aspis-para-1: Το Σχέδιον ήλθεν τότε ένθερμος ο διοικητής της Νορβηγίας και ο δρ Κόπσμαν. Μετά από μακράς συζητήσεις απεφασίσθη η καταστροφή του εργοστασίου βαρέος ύδατος εις Βέμορκ. Οι σαμποτέρ εστάλησαν με αλεξίπτωτα εις την περιοχήν και ήρχισαν τας προετοιμασίας των. <box>377 1101 514 1221</box>
sobaros-title: ΣΟΒΑΡΟΣ ΤΡΑΥΜΑΤΙΣΜΟΣ ΜΙΚΡΟΥ ΠΑΙΔΟΣ <box>982 1415 1118 1448</box>
radio-listen: ...Ν' ΑΚΟΥΣΕΤΕ, ΝΑ ΔΗΤΕ <box>224 334 363 344</box>
masthead <box>78 147 363 328</box>
peiraia-badge: Στον Πειραιά <box>78 1066 177 1111</box>
doctor2-body: Ελευθερίας 10, Ομόνοια. 8-1 και 4-9. <box>1185 1702 1356 1713</box>
ellas-sub: ΣΥΝΕΧΕΙΑ ΕΚ ΤΗΣ 1ης ΣΕΛΙΔΟΣ <box>731 1483 902 1495</box>
karamanli-author: Κ. ΚΑΡΑΜΑΝΛΗΣ <box>874 1863 964 1874</box>
aspis-col-3 <box>666 1090 812 1395</box>
doctor3-title: ΑΦΡΟΔΙΣΙΟΛΟΓΟΣ ΙΑΤΡΟΣ Κ. ΠΑΝΑΓΙΩΤΟΥ <box>1142 1728 1399 1741</box>
ellas-para-2: Κυβέρνησις δεν είναι διατεθειμένη να επιτρέψη να θιγούν τα εθνικά συμφέροντα. Η Ελλάς θέλει να έχη φίλους αλλά δεν φοβείται τους εχθρούς. Η Κύπρος παραμένει το κεντρικόν θέμα της εξωτερικής μας πολιτικής. Ο πρωθυπουργός τόνισε ότι η χώρα θα ακολουθήση σταθεράν γραμμήν. <box>820 1496 964 1617</box>
salvanou-title: Γ. ΣΑΛΒΑΝΟΥ <box>392 1587 646 1627</box>
masthead-slogan: Διαβάσετε τι σας ανήκει <box>84 262 357 321</box>
main-para-2: Η Επιτροπή κατέληξε εις τας εξής αποφάσεις: 1) Να χορηγηθούν δάνεια εις τους εμπόρους και βιοτέχνας. 2) Να αποσταλούν αμέσως 2.000 ξύλινα παραπήγματα. 3) Διά την άμεσον ανοικοδόμησιν θα διατεθή ποσόν δισεκατομμυρίων δραχμών. <box>377 657 514 767</box>
sport-body-3: Παρουσία πλήθους θεατών ήρχισαν χθες εις την πισίναν οι πανελλήνιοι αγώνες κολυμβήσεως. Τα αποτελέσματα έχουν ως εξής: 1.500 μ. ελεύθερον: 1) Σιδηρόπουλος 23'48''5. 100 μ. ύπτιον: 1) Καβατζάς 1'15''4, νέον πανελλήνιον ρεκόρ. 200 μ. πρόσθιον: 1) Ζουρίδης 2'55''2. <box>1126 321 1411 387</box>
ptero-title: ΟΙ ΠΡΟΕΚΠΑΙΔΕΥΤΙΚΟΙ ΑΓΩΝΕΣ ΤΗΣ ΕΝΩΣΕΩΣ ΑΘΛΗΤΩΝ <box>987 605 1113 639</box>
main-para-4b: Η ΟΙΚΟΝΟΜΙΚΗ ΜΕΤΡΑ. Επίσης ελήφθη απόφασις διά την απαλλαγήν των σεισμοπλήκτων από τους φόρους του τρέχοντος έτους, ως και διά την παράτασιν της προθεσμίας αποπληρωμής των οφειλών των. <box>812 443 960 531</box>
